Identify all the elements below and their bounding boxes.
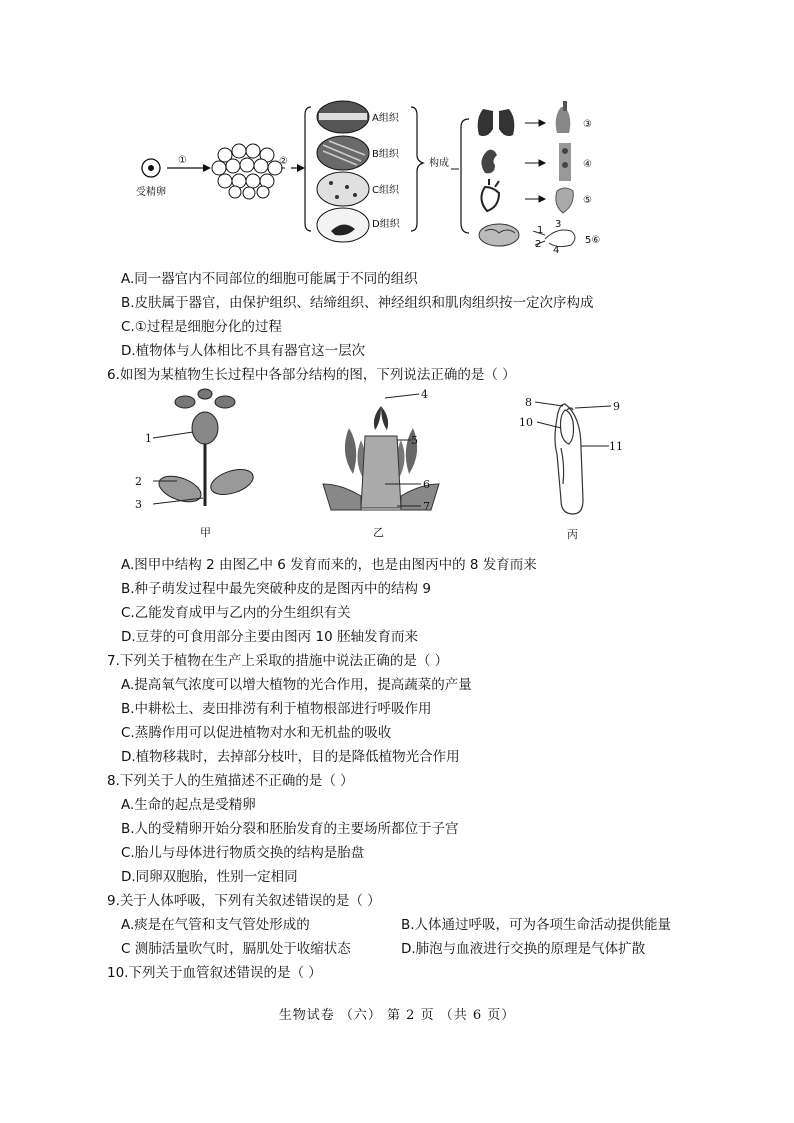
q9-stem: 9.关于人体呼吸，下列有关叙述错误的是（ ） — [107, 893, 381, 909]
cell-cluster-icon — [212, 144, 282, 199]
step-1-label: ① — [178, 155, 187, 166]
tissue-b-icon — [317, 136, 369, 170]
organ-mark-4: ④ — [583, 159, 592, 170]
q6-option-c: C.乙能发育成甲与乙内的分生组织有关 — [121, 605, 351, 621]
yi-num-4: 4 — [421, 388, 428, 401]
q5-option-d: D.植物体与人体相比不具有器官这一层次 — [121, 343, 366, 359]
brain-num-3: 3 — [555, 219, 562, 230]
tissue-a-icon — [317, 101, 369, 133]
page-footer: 生物试卷 （六） 第 2 页 （共 6 页） — [278, 1008, 516, 1023]
seed-bing-icon — [555, 404, 583, 514]
q6-option-a: A.图甲中结构 2 由图乙中 6 发育而来的，也是由图丙中的 8 发育而来 — [121, 557, 537, 573]
q8-option-b: B.人的受精卵开始分裂和胚胎发育的主要场所都位于子宫 — [121, 821, 459, 837]
seedling-jia-icon — [156, 389, 257, 507]
brain-num-4: 4 — [553, 245, 560, 256]
bing-num-11: 11 — [609, 440, 623, 453]
respiratory-system-icon — [556, 101, 571, 133]
jia-num-2: 2 — [135, 475, 142, 488]
yi-num-6: 6 — [423, 478, 430, 491]
q5-option-c: C.①过程是细胞分化的过程 — [121, 319, 282, 335]
urinary-system-icon — [559, 143, 571, 181]
q6-option-b: B.种子萌发过程中最先突破种皮的是图丙中的结构 9 — [121, 581, 431, 597]
fig-jia-label: 甲 — [200, 526, 211, 539]
tissue-organ-figure — [125, 95, 645, 260]
q9-option-b: B.人体通过呼吸，可为各项生命活动提供能量 — [401, 917, 672, 933]
q10-stem: 10.下列关于血管叙述错误的是（ ） — [107, 965, 322, 981]
brain-num-2: 2 — [535, 239, 542, 250]
bud-yi-icon — [323, 406, 439, 510]
q9-option-a: A.痰是在气管和支气管处形成的 — [121, 917, 310, 933]
brain-icon — [479, 224, 519, 246]
brain-num-1: 1 — [537, 225, 544, 236]
fig-yi-label: 乙 — [373, 526, 384, 539]
organ-mark-5: ⑤ — [583, 195, 592, 206]
tissue-b-label: B组织 — [372, 149, 399, 160]
kidney-icon — [481, 150, 497, 174]
jia-num-1: 1 — [145, 432, 152, 445]
jia-num-3: 3 — [135, 498, 142, 511]
q8-option-c: C.胎儿与母体进行物质交换的结构是胎盘 — [121, 845, 365, 861]
egg-label: 受精卵 — [136, 187, 166, 198]
tissue-c-icon — [317, 172, 369, 206]
q9-option-c: C 测肺活量吹气时，膈肌处于收缩状态 — [121, 941, 351, 957]
q7-option-c: C.蒸腾作用可以促进植物对水和无机盐的吸收 — [121, 725, 392, 741]
bing-num-10: 10 — [519, 416, 533, 429]
q7-option-a: A.提高氧气浓度可以增大植物的光合作用，提高蔬菜的产量 — [121, 677, 472, 693]
q8-option-a: A.生命的起点是受精卵 — [121, 797, 256, 813]
organ-mark-3: ③ — [583, 119, 592, 130]
q5-option-a: A.同一器官内不同部位的细胞可能属于不同的组织 — [121, 271, 418, 287]
plant-structure-figure — [135, 388, 625, 548]
compose-label: 构成 — [429, 158, 449, 169]
q6-stem: 6.如图为某植物生长过程中各部分结构的图，下列说法正确的是（ ） — [107, 367, 516, 383]
tissue-a-label: A组织 — [372, 113, 399, 124]
fertilized-egg-icon — [142, 159, 160, 177]
q8-option-d: D.同卵双胞胎，性别一定相同 — [121, 869, 298, 885]
q7-stem: 7.下列关于植物在生产上采取的措施中说法正确的是（ ） — [107, 653, 449, 669]
q7-option-b: B.中耕松土、麦田排涝有利于植物根部进行呼吸作用 — [121, 701, 432, 717]
q6-option-d: D.豆芽的可食用部分主要由图丙 10 胚轴发育而来 — [121, 629, 418, 645]
heart-icon — [481, 179, 499, 211]
q9-option-d: D.肺泡与血液进行交换的原理是气体扩散 — [401, 941, 646, 957]
fig-bing-label: 丙 — [567, 528, 578, 541]
circulatory-system-icon — [556, 188, 573, 213]
organ-mark-6: 5⑥ — [585, 235, 601, 246]
tissue-c-label: C组织 — [372, 185, 399, 196]
yi-num-5: 5 — [411, 434, 418, 447]
step-2-label: ② — [279, 156, 288, 167]
yi-num-7: 7 — [423, 500, 430, 513]
q8-stem: 8.下列关于人的生殖描述不正确的是（ ） — [107, 773, 354, 789]
q7-option-d: D.植物移栽时，去掉部分枝叶，目的是降低植物光合作用 — [121, 749, 460, 765]
q5-option-b: B.皮肤属于器官，由保护组织、结缔组织、神经组织和肌肉组织按一定次序构成 — [121, 295, 594, 311]
bing-num-9: 9 — [613, 400, 620, 413]
bing-num-8: 8 — [525, 396, 532, 409]
lungs-icon — [478, 109, 515, 136]
tissue-d-label: D组织 — [372, 219, 400, 230]
tissue-d-icon — [317, 208, 369, 242]
